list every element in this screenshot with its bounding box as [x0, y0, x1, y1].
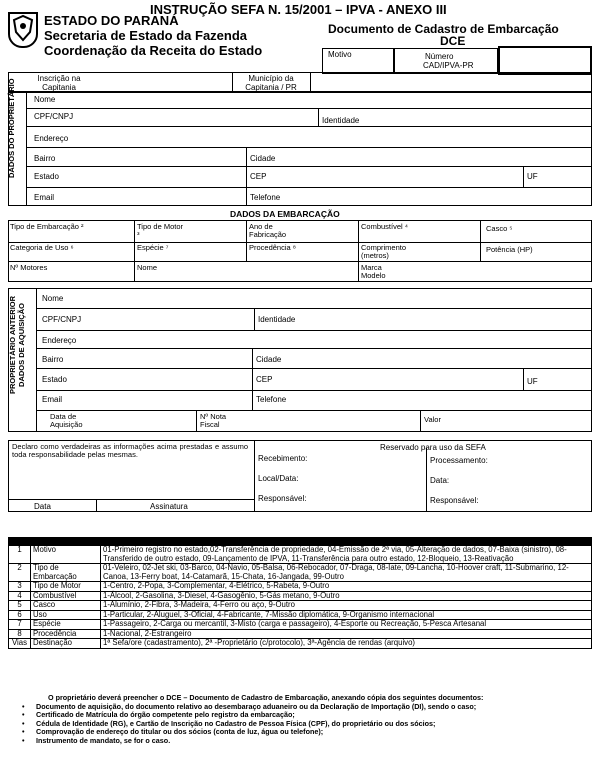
prev-cpf-label: CPF/CNPJ — [42, 315, 82, 324]
vessel-section-title: DADOS DA EMBARCAÇÃO — [230, 209, 340, 219]
potencia-label: Potência (HP) — [486, 245, 533, 254]
note-item: • Certificado de Matrícula do órgão competente pelo registro da embarcação; — [28, 711, 592, 720]
prev-nome-label: Nome — [42, 294, 64, 303]
prev-uf-label: UF — [527, 377, 538, 386]
local-data-label: Local/Data: — [258, 474, 299, 483]
combustivel-label: Combustível ⁴ — [361, 222, 408, 231]
numero-label: Número — [425, 52, 454, 61]
owner-identidade-label: Identidade — [322, 116, 360, 125]
prev-endereco-label: Endereço — [42, 336, 77, 345]
prev-estado-label: Estado — [42, 375, 67, 384]
legend-row: 6 Uso 1-Particular, 2-Aluguel, 3-Oficial, 4-Fabricante, 7-Missão diplomática, 9-Organismo internacional — [9, 610, 592, 620]
owner-nome-label: Nome — [34, 95, 56, 104]
prev-email-label: Email — [42, 395, 63, 404]
owner-estado-label: Estado — [34, 172, 59, 181]
secretaria: Secretaria de Estado da Fazenda — [44, 28, 248, 43]
especie-label: Espécie ⁷ — [137, 243, 169, 252]
prev-identidade-label: Identidade — [258, 315, 296, 324]
sefa-reserved-label: Reservado para uso da SEFA — [380, 443, 486, 452]
assinatura-label: Assinatura — [150, 502, 188, 511]
numero-sub: CAD/IPVA-PR — [423, 61, 474, 70]
notes-section — [28, 694, 592, 745]
legend-row: 7 Espécie 1-Passageiro, 2-Carga ou mercantil, 3-Misto (carga e passageiro), 4-Esporte ou Recreação, 5-Pesca Artesanal — [9, 620, 592, 630]
data-label: Data — [34, 502, 51, 511]
comprimento-label: Comprimento (metros) — [361, 243, 407, 260]
municipio-label: Município da Capitania / PR — [245, 74, 297, 92]
note-item: • Documento de aquisição, do documento relativo ao desembaraço aduaneiro ou da Declaração de Importação (DI), sendo o caso; — [28, 703, 592, 712]
categoria-label: Categoria de Uso ⁶ — [10, 243, 74, 252]
owner-cpf-label: CPF/CNPJ — [34, 112, 74, 121]
numero-box[interactable] — [498, 46, 592, 75]
legend-row: 8 Procedência 1-Nacional, 2-Estrangeiro — [9, 629, 592, 639]
data2-label: Data: — [430, 476, 450, 485]
owner-uf-label: UF — [527, 172, 538, 181]
procedencia-label: Procedência ⁸ — [249, 243, 296, 252]
marca-label: Marca Modelo — [361, 263, 386, 280]
recebimento-label: Recebimento: — [258, 454, 308, 463]
owner-telefone-label: Telefone — [250, 193, 281, 202]
vessel-nome-label: Nome — [137, 263, 158, 272]
owner-bairro-label: Bairro — [34, 154, 56, 163]
prev-cep-label: CEP — [256, 375, 273, 384]
note-item: • Comprovação de endereço do titular ou dos sócios (conta de luz, água ou telefone); — [28, 728, 592, 737]
prev-owner-title: PROPRIETÁRIO ANTERIOR — [8, 295, 17, 395]
tipo-emb-label: Tipo de Embarcação ² — [10, 222, 84, 231]
processamento-label: Processamento: — [430, 456, 488, 465]
casco-label: Casco ⁵ — [486, 224, 513, 233]
owner-email-label: Email — [34, 193, 55, 202]
owner-cep-label: CEP — [250, 172, 267, 181]
prev-cidade-label: Cidade — [256, 355, 282, 364]
responsavel1-label: Responsável: — [258, 494, 307, 503]
coat-of-arms-icon — [8, 12, 38, 48]
note-item: • Instrumento de mandato, se for o caso. — [28, 737, 592, 746]
motivo-label: Motivo — [328, 50, 352, 59]
owner-cidade-label: Cidade — [250, 154, 276, 163]
note-item: • Cédula de Identidade (RG), e Cartão de Inscrição no Cadastro de Pessoa Física (CPF), do proprietário ou dos sócios; — [28, 720, 592, 729]
doc-title: Documento de Cadastro de Embarcação — [328, 22, 559, 36]
notes-intro: O proprietário deverá preencher o DCE – Documento de Cadastro de Embarcação, anexando cópia dos seguintes documentos: — [48, 693, 484, 702]
legend-row: 3 Tipo de Motor 1-Centro, 2-Popa, 3-Complementar, 4-Elétrico, 5-Rabeta, 9-Outro — [9, 582, 592, 592]
legend-row: 2 Tipo de Embarcação 01-Veleiro, 02-Jet ski, 03-Barco, 04-Navio, 05-Balsa, 06-Rebocador, 07-Draga, 08-Iate, 09-Lancha, 10-Hoover craft, 11-Submarino, 12-Canoa, 13-Ferry boat, 14-Catamarã, 15-Chata, 16-Jangada, 99-Outro — [9, 564, 592, 582]
state-name: ESTADO DO PARANÁ — [44, 13, 179, 28]
prev-telefone-label: Telefone — [256, 395, 287, 404]
nota-fiscal-label: Nº Nota Fiscal — [200, 412, 227, 429]
legend-row: 4 Combustível 1-Álcool, 2-Gasolina, 3-Diesel, 4-Gasogênio, 5-Gás metano, 9-Outro — [9, 591, 592, 601]
form-title: INSTRUÇÃO SEFA N. 15/2001 – IPVA - ANEXO III — [150, 2, 447, 17]
legend-table — [8, 537, 592, 649]
data-aquisicao-label: Data de Aquisição — [50, 412, 83, 429]
legend-row: 5 Casco 1-Alumínio, 2-Fibra, 3-Madeira, 4-Ferro ou aço, 9-Outro — [9, 601, 592, 611]
coordenacao: Coordenação da Receita do Estado — [44, 43, 263, 58]
acquisition-title: DADOS DE AQUISIÇÃO — [17, 303, 26, 387]
tipo-motor-label: Tipo de Motor ³ — [137, 222, 183, 239]
doc-code: DCE — [440, 34, 466, 48]
prev-bairro-label: Bairro — [42, 355, 64, 364]
ano-label: Ano de Fabricação — [249, 222, 287, 239]
owner-section — [8, 92, 592, 206]
inscricao-label: Inscrição na Capitania — [37, 74, 81, 92]
valor-label: Valor — [424, 415, 441, 424]
legend-row: Vias Destinação 1ª Sefa/ore (cadastramento), 2ª -Proprietário (c/protocolo), 3ª-Agência de rendas (arquivo) — [9, 639, 592, 649]
declaration-text: Declaro como verdadeiras as informações acima prestadas e assumo toda responsabilidade pelas mesmas. — [12, 442, 248, 459]
owner-section-title: DADOS DO PROPRIETÁRIO — [7, 78, 16, 178]
motores-label: Nº Motores — [10, 263, 48, 272]
responsavel2-label: Responsável: — [430, 496, 479, 505]
owner-endereco-label: Endereço — [34, 134, 69, 143]
legend-row: 1 Motivo 01-Primeiro registro no estado,02-Transferência de propriedade, 04-Emissão de 2ª via, 05-Alteração de dados, 07-Baixa (sinistro), 08-Transferido de outro estado, 09-Lançamento de IPVA, 11-Transferência para outro estado, 12-Bloqueio, 13-Reativação — [9, 546, 592, 564]
